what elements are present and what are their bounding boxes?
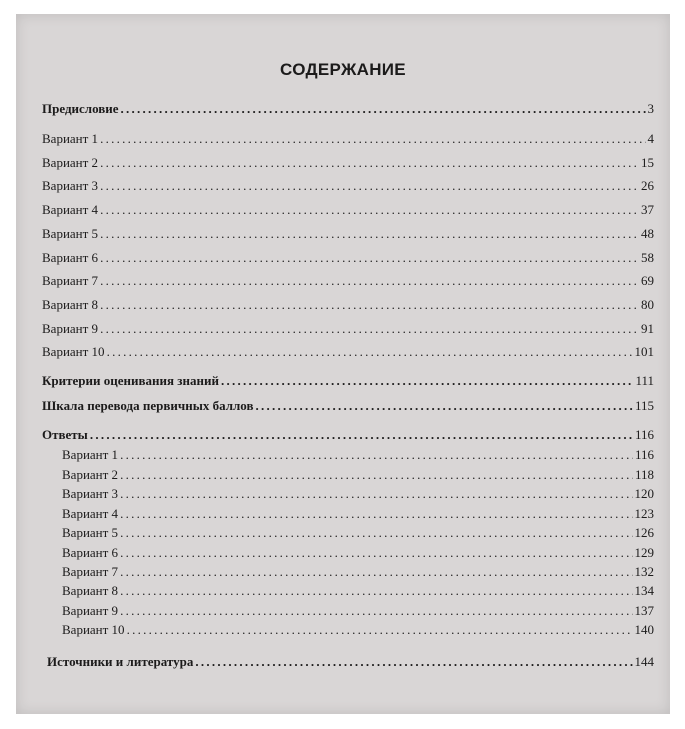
toc-entry-variant-4 bbox=[42, 201, 654, 219]
toc-entry-answers-variant-8 bbox=[62, 582, 654, 600]
toc-entry-label: Критерии оценивания знаний bbox=[42, 373, 219, 388]
toc-entry-answers-variant-6 bbox=[62, 544, 654, 562]
toc-entry-variant-3 bbox=[42, 177, 654, 195]
dot-leader bbox=[100, 225, 639, 243]
dot-leader bbox=[120, 544, 632, 562]
toc-entry-variant-1 bbox=[42, 130, 654, 148]
toc-entry-label: Вариант 8 bbox=[42, 297, 99, 312]
toc-entry-page: 69 bbox=[641, 273, 654, 288]
dot-leader bbox=[256, 397, 633, 415]
toc-entry-label: Вариант 7 bbox=[62, 564, 119, 579]
toc-entry-scale bbox=[42, 397, 654, 415]
toc-entry-variant-6 bbox=[42, 249, 654, 267]
toc-entry-answers-variant-9 bbox=[62, 602, 654, 620]
toc-entry-label: Вариант 3 bbox=[62, 486, 119, 501]
toc-entry-page: 37 bbox=[641, 202, 654, 217]
dot-leader bbox=[120, 582, 632, 600]
toc-entry-page: 15 bbox=[641, 155, 654, 170]
toc-entry-answers-variant-2 bbox=[62, 466, 654, 484]
toc-entry-page: 58 bbox=[641, 250, 654, 265]
toc-entry-page: 137 bbox=[634, 603, 654, 618]
dot-leader bbox=[120, 602, 632, 620]
toc-entry-preface bbox=[42, 100, 654, 118]
toc-entry-variant-8 bbox=[42, 296, 654, 314]
toc-entry-page: 80 bbox=[641, 297, 654, 312]
toc-entry-label: Вариант 9 bbox=[42, 321, 99, 336]
dot-leader bbox=[195, 653, 632, 671]
toc-entry-page: 116 bbox=[634, 427, 654, 442]
toc-entry-page: 140 bbox=[634, 622, 654, 637]
toc-entry-label: Вариант 5 bbox=[42, 226, 99, 241]
toc-entry-label: Вариант 9 bbox=[62, 603, 119, 618]
toc-entry-page: 101 bbox=[634, 344, 654, 359]
toc-entry-answers-variant-3 bbox=[62, 485, 654, 503]
toc-entry-variant-7 bbox=[42, 272, 654, 290]
book-page bbox=[16, 14, 670, 714]
dot-leader bbox=[100, 320, 639, 338]
toc-entry-page: 144 bbox=[634, 654, 654, 669]
toc-entry-label: Вариант 6 bbox=[42, 250, 99, 265]
toc-entry-answers-variant-5 bbox=[62, 524, 654, 542]
dot-leader bbox=[121, 100, 646, 118]
toc-entry-label: Источники и литература bbox=[47, 654, 194, 669]
toc-entry-label: Вариант 6 bbox=[62, 545, 119, 560]
toc-entry-page: 118 bbox=[634, 467, 654, 482]
toc-entry-variant-2 bbox=[42, 154, 654, 172]
toc-entry-variant-10 bbox=[42, 343, 654, 361]
toc-entry-page: 115 bbox=[634, 398, 654, 413]
dot-leader bbox=[120, 524, 632, 542]
toc-entry-label: Шкала перевода первичных баллов bbox=[42, 398, 254, 413]
toc-entry-page: 3 bbox=[647, 101, 654, 116]
toc-entry-page: 129 bbox=[634, 545, 654, 560]
toc-entry-page: 111 bbox=[635, 373, 654, 388]
toc-entry-sources bbox=[47, 653, 654, 671]
dot-leader bbox=[90, 426, 633, 444]
toc-entry-variant-9 bbox=[42, 320, 654, 338]
toc-entry-page: 116 bbox=[634, 447, 654, 462]
toc-entry-label: Вариант 2 bbox=[62, 467, 119, 482]
toc-entry-page: 4 bbox=[647, 131, 654, 146]
dot-leader bbox=[100, 130, 645, 148]
dot-leader bbox=[100, 177, 639, 195]
toc-entry-answers-variant-1 bbox=[62, 446, 654, 464]
dot-leader bbox=[100, 154, 639, 172]
toc-entry-label: Вариант 7 bbox=[42, 273, 99, 288]
toc-entry-page: 132 bbox=[634, 564, 654, 579]
dot-leader bbox=[120, 485, 632, 503]
toc-entry-answers bbox=[42, 426, 654, 444]
toc-entry-page: 123 bbox=[634, 506, 654, 521]
toc-entry-variant-5 bbox=[42, 225, 654, 243]
page-title: СОДЕРЖАНИЕ bbox=[280, 60, 406, 79]
dot-leader bbox=[100, 296, 639, 314]
dot-leader bbox=[120, 466, 633, 484]
toc-entry-label: Вариант 2 bbox=[42, 155, 99, 170]
toc-entry-answers-variant-10 bbox=[62, 621, 654, 639]
toc-entry-label: Вариант 5 bbox=[62, 525, 119, 540]
dot-leader bbox=[120, 563, 632, 581]
toc-entry-label: Вариант 8 bbox=[62, 583, 119, 598]
dot-leader bbox=[127, 621, 633, 639]
toc-entry-page: 48 bbox=[641, 226, 654, 241]
dot-leader bbox=[107, 343, 633, 361]
toc-entry-answers-variant-4 bbox=[62, 505, 654, 523]
toc-entry-page: 91 bbox=[641, 321, 654, 336]
toc-entry-page: 120 bbox=[634, 486, 654, 501]
toc-entry-label: Вариант 4 bbox=[42, 202, 99, 217]
toc-entry-label: Ответы bbox=[42, 427, 88, 442]
toc-entry-label: Предисловие bbox=[42, 101, 119, 116]
toc-entry-page: 26 bbox=[641, 178, 654, 193]
dot-leader bbox=[120, 505, 632, 523]
dot-leader bbox=[100, 201, 639, 219]
toc-entry-page: 134 bbox=[634, 583, 654, 598]
toc-entry-label: Вариант 1 bbox=[62, 447, 119, 462]
toc-entry-label: Вариант 1 bbox=[42, 131, 99, 146]
toc-entry-label: Вариант 10 bbox=[42, 344, 105, 359]
toc-entry-label: Вариант 4 bbox=[62, 506, 119, 521]
toc-entry-label: Вариант 3 bbox=[42, 178, 99, 193]
toc-entry-label: Вариант 10 bbox=[62, 622, 125, 637]
dot-leader bbox=[100, 272, 639, 290]
toc-entry-criteria bbox=[42, 372, 654, 390]
toc-entry-answers-variant-7 bbox=[62, 563, 654, 581]
dot-leader bbox=[100, 249, 639, 267]
dot-leader bbox=[221, 372, 633, 390]
dot-leader bbox=[120, 446, 633, 464]
toc-entry-page: 126 bbox=[634, 525, 654, 540]
